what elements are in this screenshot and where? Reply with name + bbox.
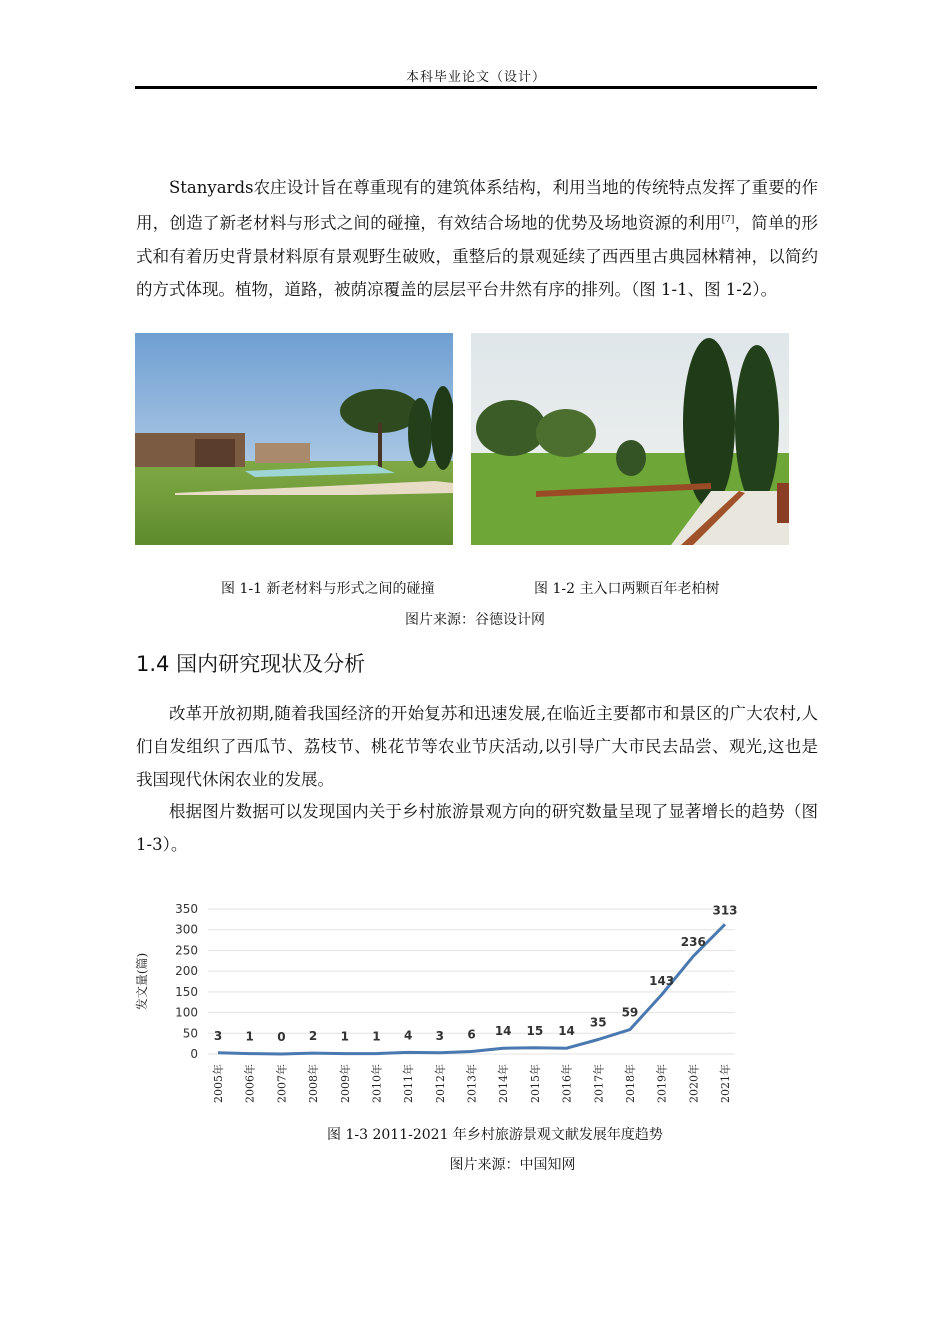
x-tick-label: 2020年 — [687, 1064, 701, 1103]
x-tick-label: 2011年 — [402, 1064, 416, 1103]
trend-chart — [130, 895, 745, 1105]
data-label: 3 — [213, 1028, 223, 1043]
data-label: 0 — [277, 1030, 286, 1044]
data-label: 14 — [558, 1024, 575, 1039]
figure-1-1-caption: 图 1-1 新老材料与形式之间的碰撞 — [221, 581, 435, 597]
paragraph-text-cont: ，简单的形式和有着历史背景材料原有景观野生破败，重整后的景观延续了西西里古典园林精神，以简约的方式体现。植物，道路，被荫凉覆盖的层层平台井然有序的排列。（图 1-1、图 1-2）。 — [136, 213, 819, 299]
x-tick-label: 2007年 — [275, 1064, 289, 1103]
data-label: 4 — [403, 1028, 413, 1043]
paragraph-reform: 改革开放初期,随着我国经济的开始复苏和迅速发展,在临近主要都市和景区的广大农村,人们自发组织了西瓜节、荔枝节、桃花节等农业节庆活动,以引导广大市民去品尝、观光,这也是我国现代休闲农业的发展。 — [136, 704, 818, 789]
x-tick-label: 2006年 — [243, 1064, 257, 1103]
x-tick-label: 2010年 — [370, 1064, 384, 1103]
figure-1-2-caption: 图 1-2 主入口两颗百年老柏树 — [534, 581, 720, 597]
figure-source: 图片来源：谷德设计网 — [405, 612, 545, 628]
x-tick-label: 2013年 — [465, 1064, 479, 1103]
data-label: 6 — [467, 1027, 476, 1042]
data-label: 313 — [712, 903, 738, 918]
y-tick-label: 150 — [175, 984, 198, 999]
figure-1-2-photo — [471, 333, 789, 545]
x-tick-label: 2019年 — [655, 1064, 669, 1103]
x-tick-label: 2015年 — [528, 1064, 542, 1103]
y-tick-label: 100 — [175, 1005, 198, 1020]
page-header: 本科毕业论文（设计） — [405, 70, 546, 85]
x-tick-label: 2005年 — [212, 1064, 225, 1103]
header-rule — [135, 86, 817, 89]
data-label: 15 — [526, 1023, 544, 1038]
data-label: 3 — [435, 1028, 444, 1043]
x-tick-label: 2014年 — [497, 1064, 511, 1103]
data-label: 59 — [621, 1005, 639, 1020]
figure-1-1-photo — [135, 333, 453, 545]
x-tick-label: 2018年 — [623, 1064, 637, 1103]
data-label: 1 — [340, 1029, 349, 1044]
paragraph-trend: 根据图片数据可以发现国内关于乡村旅游景观方向的研究数量呈现了显著增长的趋势（图 1-3）。 — [136, 802, 818, 854]
x-tick-label: 2021年 — [719, 1064, 732, 1103]
figure-1-3-source: 图片来源：中国知网 — [449, 1157, 576, 1173]
x-tick-label: 2008年 — [307, 1064, 321, 1103]
data-label: 2 — [308, 1029, 318, 1044]
data-label: 1 — [372, 1029, 381, 1044]
data-label: 1 — [245, 1029, 254, 1044]
y-tick-label: 300 — [175, 922, 198, 937]
x-tick-label: 2017年 — [592, 1064, 606, 1103]
paragraph-stanyards — [136, 171, 818, 306]
paragraph-text: Stanyards农庄设计旨在尊重现有的建筑体系结构，利用当地的传统特点发挥了重要的作用，创造了新老材料与形式之间的碰撞，有效结合场地的优势及场地资源的利用 — [136, 178, 818, 233]
y-axis-label: 发文量(篇) — [135, 952, 149, 1011]
x-tick-label: 2012年 — [433, 1064, 447, 1103]
trend-chart-svg — [130, 895, 745, 1105]
y-tick-label: 350 — [175, 902, 198, 916]
figure-1-3-caption: 图 1-3 2011-2021 年乡村旅游景观文献发展年度趋势 — [327, 1127, 663, 1143]
data-label: 35 — [589, 1015, 607, 1030]
y-tick-label: 0 — [190, 1047, 198, 1061]
data-label: 236 — [680, 935, 706, 950]
y-tick-label: 250 — [175, 943, 198, 958]
data-label: 143 — [649, 973, 675, 988]
y-tick-label: 200 — [175, 964, 198, 979]
x-tick-label: 2016年 — [560, 1064, 574, 1103]
x-tick-label: 2009年 — [338, 1064, 352, 1103]
y-tick-label: 50 — [182, 1026, 198, 1041]
citation-ref: [7] — [721, 215, 735, 225]
section-heading: 1.4 国内研究现状及分析 — [136, 652, 366, 676]
data-label: 14 — [494, 1024, 512, 1039]
